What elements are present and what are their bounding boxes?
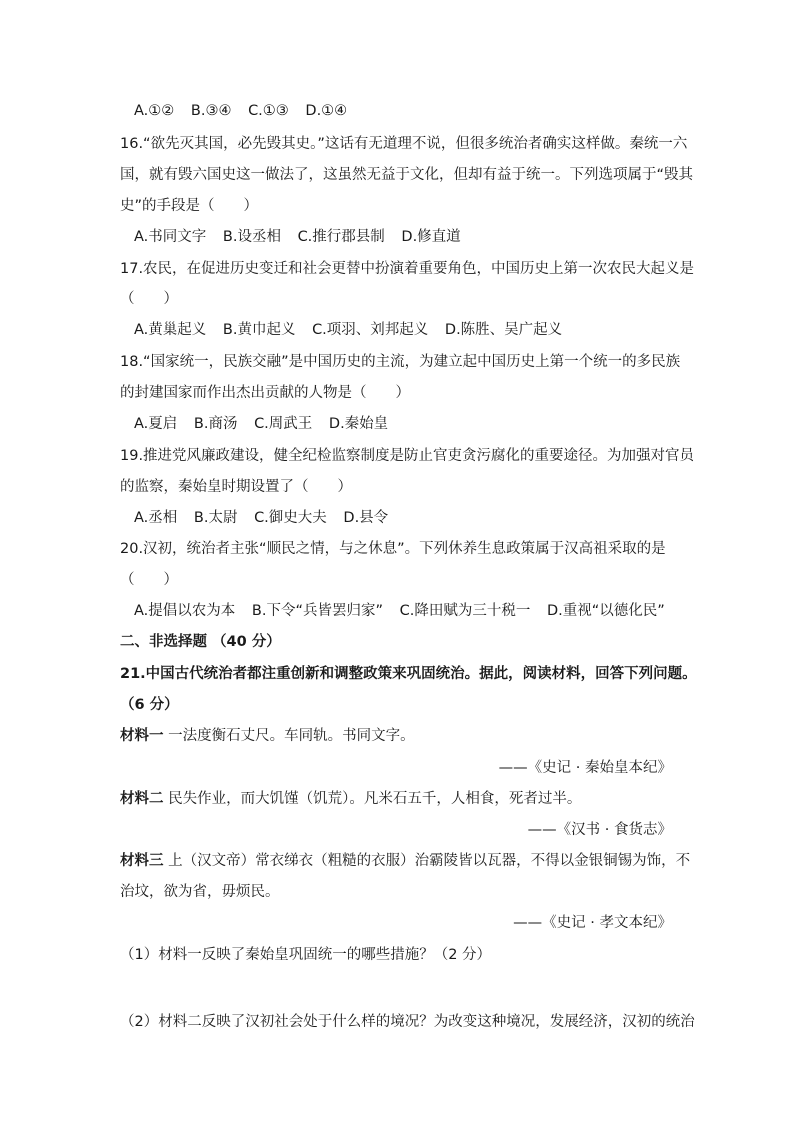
material-3-label: 材料三 (120, 853, 164, 869)
material-1-source: ——《史记 · 秦始皇本纪》 (498, 760, 672, 776)
q16-option-a: A.书同文字 (134, 229, 207, 245)
q16-option-d: D.修直道 (401, 229, 461, 245)
material-1-label: 材料一 (120, 728, 164, 744)
q17-option-c: C.项羽、刘邦起义 (312, 322, 429, 338)
q19-option-a: A.丞相 (134, 510, 178, 526)
q19-stem-line-1: 19.推进党风廉政建设，健全纪检监察制度是防止官吏贪污腐化的重要途径。为加强对官员 (120, 448, 695, 464)
material-1-text: 一法度衡石丈尺。车同轨。书同文字。 (163, 728, 415, 744)
q21-subquestion-1: （1）材料一反映了秦始皇巩固统一的哪些措施？（2 分） (120, 947, 492, 963)
q17-option-b: B.黄巾起义 (222, 322, 296, 338)
material-3-text-line-2: 治坟，欲为省，毋烦民。 (120, 884, 280, 900)
q15-options (134, 101, 359, 121)
q20-option-b: B.下令“兵皆罢归家” (251, 603, 383, 619)
q15-option-a: A.①② (134, 103, 175, 119)
material-2 (120, 789, 581, 809)
q20-option-a: A.提倡以农为本 (134, 603, 236, 619)
q16-option-c: C.推行郡县制 (297, 229, 385, 245)
material-3 (120, 851, 690, 871)
q19-options (134, 508, 400, 528)
q18-option-c: C.周武王 (254, 416, 313, 432)
q18-stem-line-2: 的封建国家而作出杰出贡献的人物是（ ） (120, 385, 410, 401)
q18-option-a: A.夏启 (134, 416, 178, 432)
material-2-source: ——《汉书 · 食货志》 (527, 822, 672, 838)
q17-stem-line-2: （ ） (120, 291, 178, 307)
q17-option-a: A.黄巢起义 (134, 322, 207, 338)
q21-stem-line-1: 21.中国古代统治者都注重创新和调整政策来巩固统治。据此，阅读材料，回答下列问题。 (120, 666, 697, 682)
q21-subquestion-2: （2）材料二反映了汉初社会处于什么样的境况？为改变这种境况，发展经济，汉初的统治 (120, 1014, 695, 1030)
material-3-text: 上（汉文帝）常衣绨衣（粗糙的衣服）治霸陵皆以瓦器，不得以金银铜锡为饰，不 (163, 853, 691, 869)
q17-option-d: D.陈胜、吴广起义 (444, 322, 563, 338)
material-2-label: 材料二 (120, 791, 164, 807)
material-2-text: 民失作业，而大饥馑（饥荒）。凡米石五千，人相食，死者过半。 (163, 791, 582, 807)
q15-option-d: D.①④ (305, 103, 348, 119)
q16-option-b: B.设丞相 (222, 229, 281, 245)
q20-option-c: C.降田赋为三十税一 (399, 603, 531, 619)
q16-stem-line-1: 16.“欲先灭其国，必先毁其史。”这话有无道理不说，但很多统治者确实这样做。秦统一六 (120, 136, 688, 152)
q15-option-c: C.①③ (248, 103, 289, 119)
q17-stem-line-1: 17.农民，在促进历史变迁和社会更替中扮演着重要角色，中国历史上第一次农民大起义是 (120, 261, 695, 277)
material-3-source: ——《史记 · 孝文本纪》 (513, 915, 672, 931)
q19-option-b: B.太尉 (193, 510, 238, 526)
q15-option-b: B.③④ (190, 103, 232, 119)
q18-option-d: D.秦始皇 (328, 416, 389, 432)
section-2-title: 二、非选择题 （40 分） (120, 634, 281, 650)
q20-stem-line-1: 20.汉初，统治者主张“顺民之情，与之休息”。下列休养生息政策属于汉高祖采取的是 (120, 541, 666, 557)
material-1 (120, 726, 415, 746)
q16-stem-line-3: 史”的手段是（ ） (120, 198, 259, 214)
q18-stem-line-1: 18.“国家统一，民族交融”是中国历史的主流，为建立起中国历史上第一个统一的多民族 (120, 354, 681, 370)
q20-stem-line-2: （ ） (120, 572, 178, 588)
q19-option-c: C.御史大夫 (254, 510, 327, 526)
q16-options (134, 227, 473, 247)
q20-options (134, 601, 677, 621)
q19-option-d: D.县令 (343, 510, 389, 526)
q16-stem-line-2: 国，就有毁六国史这一做法了，这虽然无益于文化，但却有益于统一。下列选项属于“毁其 (120, 167, 694, 183)
q21-stem-line-2: （6 分） (120, 697, 179, 713)
q17-options (134, 320, 574, 340)
q20-option-d: D.重视“以德化民” (546, 603, 665, 619)
q18-options (134, 414, 400, 434)
q19-stem-line-2: 的监察，秦始皇时期设置了（ ） (120, 479, 352, 495)
q18-option-b: B.商汤 (193, 416, 238, 432)
